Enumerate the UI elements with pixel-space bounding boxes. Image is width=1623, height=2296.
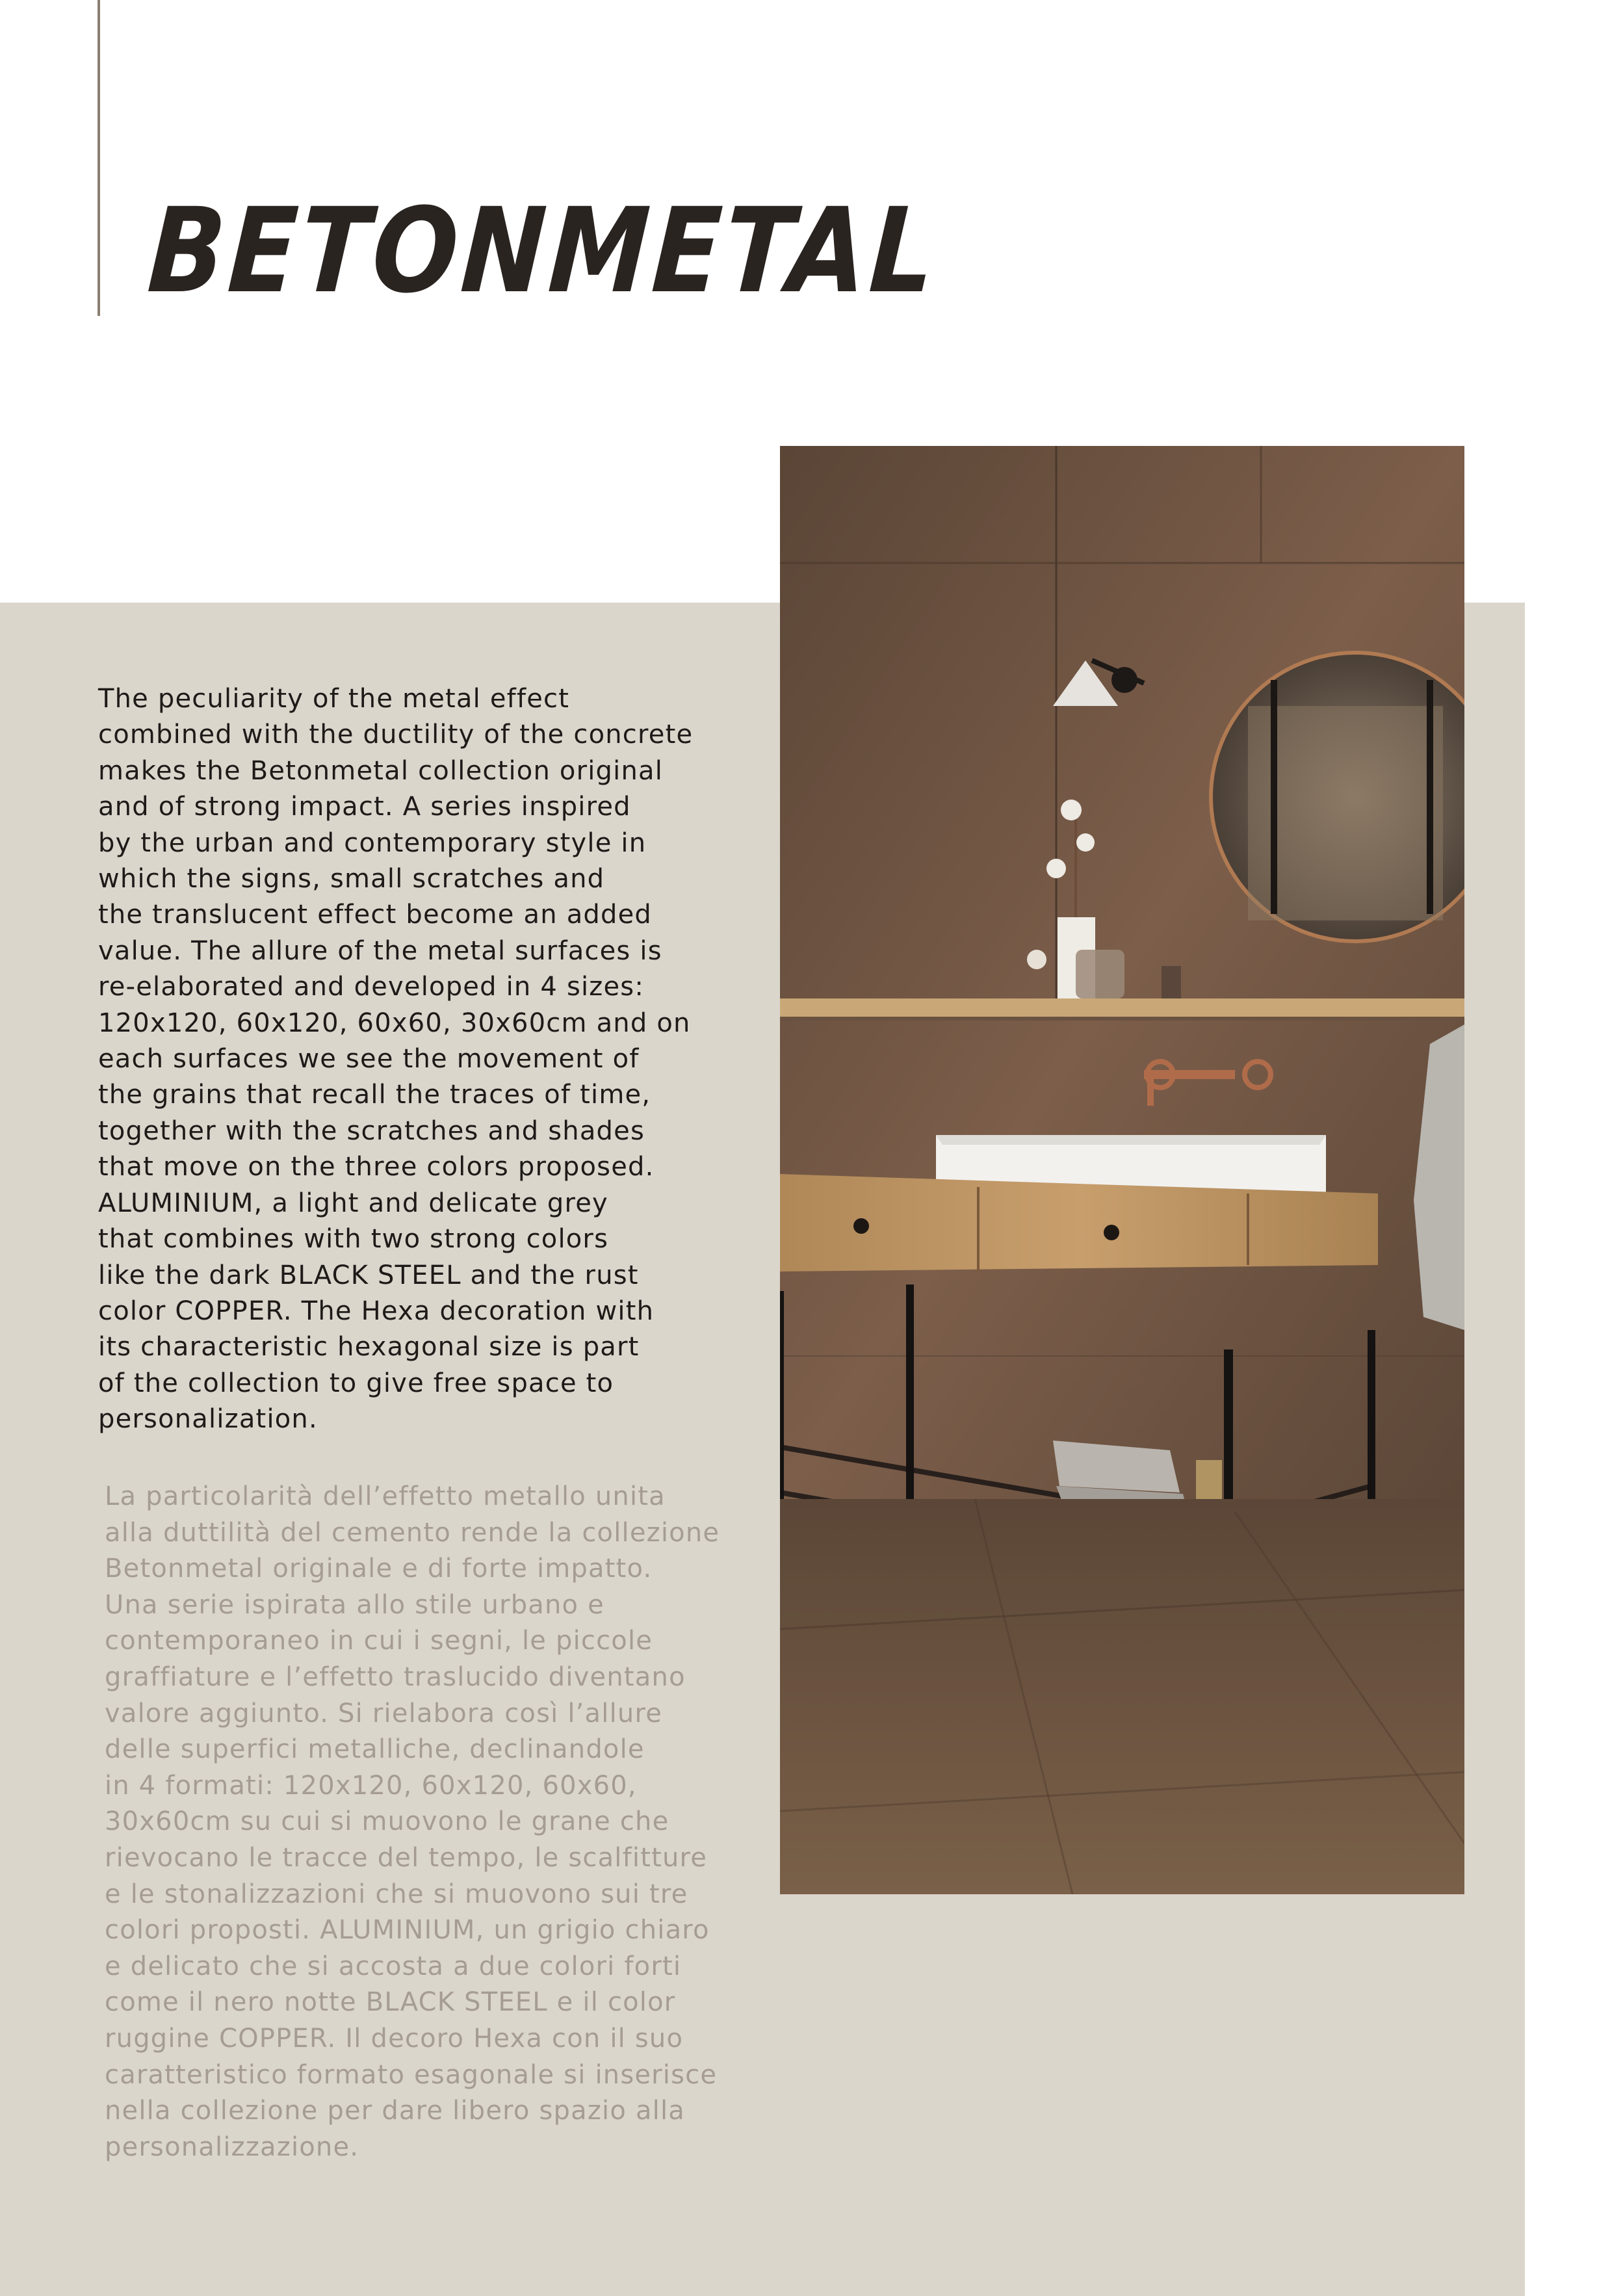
body-text-italian: La particolarità dell’effetto metallo unita alla duttilità del cemento rende la collezione Betonmetal originale e di forte impatto. Una serie ispirata allo stile urbano e contemporaneo in cui i segni, le piccole graffiature e l’effetto traslucido diventano valore aggiunto. Si rielabora così l’allure delle superfici metalliche, declinandole in 4 formati: 120x120, 60x120, 60x60, 30x60cm su cui si muovono le grane che rievocano le tracce del tempo, le scalfitture e le stonalizzazioni che si muovono sui tre colori proposti. ALUMINIUM, un grigio chiaro e delicato che si accosta a due colori forti come il nero notte BLACK STEEL e il color ruggine COPPER. Il decoro Hexa con il suo caratteristico formato esagonale si inserisce nella collezione per dare libero spazio alla personalizzazione. (105, 1481, 720, 2162)
bathroom-photo (780, 446, 1464, 1894)
accent-line (97, 0, 100, 316)
body-text-english: The peculiarity of the metal effect combined with the ductility of the concrete makes the Betonmetal collection original and of strong impact. A series inspired by the urban and contemporary style in which the signs, small scratches and the translucent effect become an added value. The allure of the metal surfaces is re-elaborated and developed in 4 sizes: 120x120, 60x120, 60x60, 30x60cm and on each surfaces we see the movement of the grains that recall the traces of time, together with the scratches and shades that move on the three colors proposed. ALUMINIUM, a light and delicate grey that combines with two strong colors like the dark BLACK STEEL and the rust color COPPER. The Hexa decoration with its characteristic hexagonal size is part of the collection to give free space to personalization. (98, 684, 694, 1435)
page-title: BETONMETAL (144, 183, 942, 319)
shelf (780, 998, 1464, 1017)
faucet (1144, 1070, 1235, 1079)
bathroom-illustration (780, 446, 1464, 1894)
